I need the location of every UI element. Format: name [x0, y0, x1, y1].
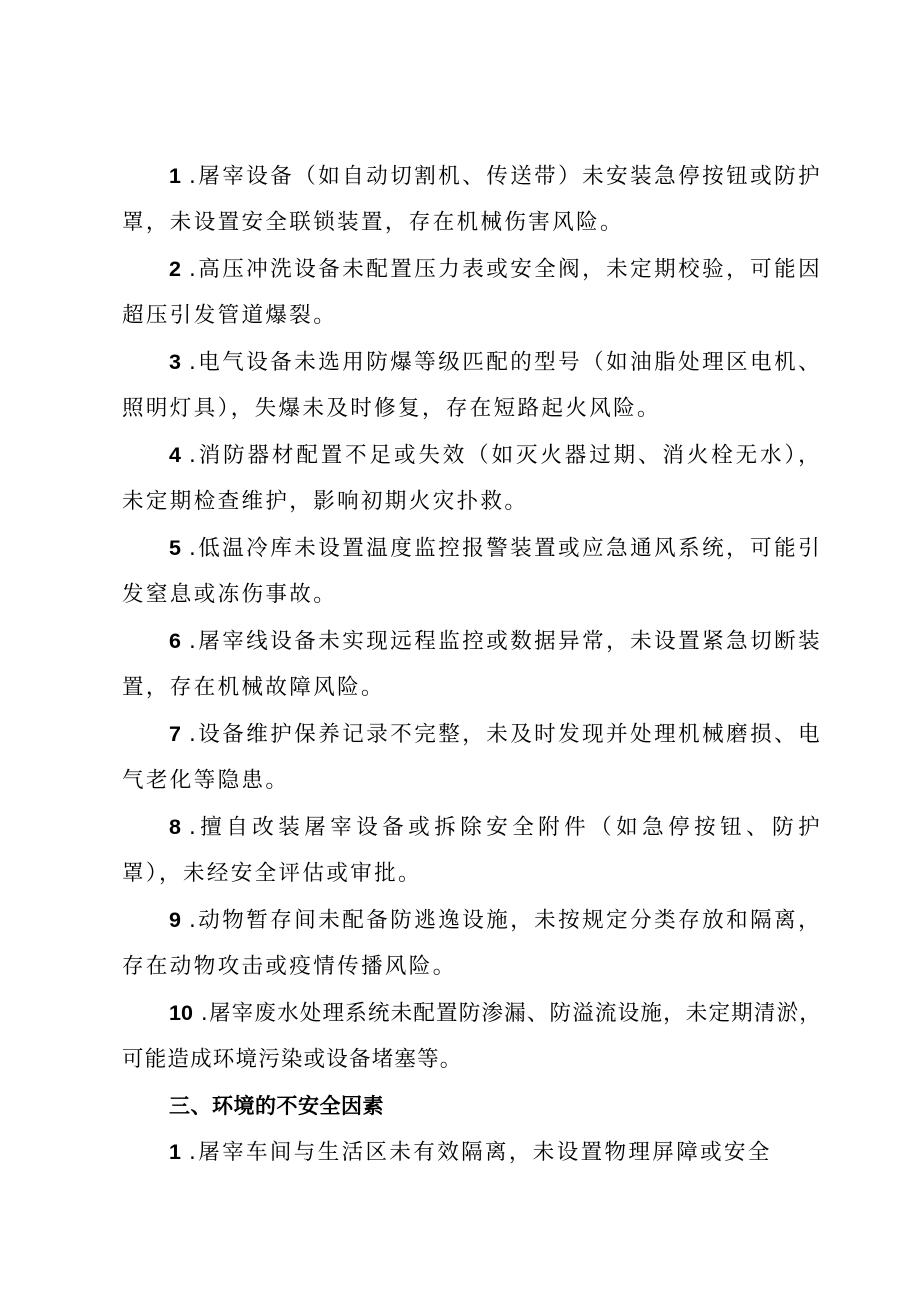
item-text: .动物暂存间未配备防逃逸设施，未按规定分类存放和隔离，存在动物攻击或疫情传播风险。: [122, 908, 822, 979]
list-item: [122, 990, 822, 1083]
item-text: .设备维护保养记录不完整，未及时发现并处理机械磨损、电气老化等隐患。: [122, 722, 822, 793]
list-item: [122, 432, 822, 525]
item-text: .屠宰废水处理系统未配置防渗漏、防溢流设施，未定期清淤，可能造成环境污染或设备堵塞等。: [122, 1001, 822, 1072]
list-item: [122, 897, 822, 990]
item-number: 7: [169, 722, 181, 746]
item-number: 5: [169, 536, 181, 560]
item-number: 3: [169, 350, 181, 374]
item-text: .屠宰设备（如自动切割机、传送带）未安装急停按钮或防护罩，未设置安全联锁装置，存在机械伤害风险。: [122, 164, 822, 235]
item-text: .电气设备未选用防爆等级匹配的型号（如油脂处理区电机、照明灯具），失爆未及时修复，存在短路起火风险。: [122, 350, 822, 421]
document-body: [122, 153, 822, 1176]
item-number: 2: [169, 257, 181, 281]
item-number: 4: [169, 443, 181, 467]
list-item: [122, 804, 822, 897]
list-item: [122, 618, 822, 711]
list-item: [122, 1129, 822, 1176]
list-item: [122, 525, 822, 618]
list-item: [122, 339, 822, 432]
item-number: 10: [169, 1001, 193, 1025]
item-text: .屠宰车间与生活区未有效隔离，未设置物理屏障或安全: [188, 1140, 772, 1165]
list-item: [122, 153, 822, 246]
item-number: 6: [169, 629, 181, 653]
list-item: [122, 711, 822, 804]
item-number: 8: [169, 815, 181, 839]
item-text: .屠宰线设备未实现远程监控或数据异常，未设置紧急切断装置，存在机械故障风险。: [122, 629, 822, 700]
item-number: 1: [169, 1140, 181, 1164]
item-text: .高压冲洗设备未配置压力表或安全阀，未定期校验，可能因超压引发管道爆裂。: [122, 257, 822, 328]
item-text: .消防器材配置不足或失效（如灭火器过期、消火栓无水），未定期检查维护，影响初期火灾扑救。: [122, 443, 822, 514]
section-heading: 三、环境的不安全因素: [169, 1094, 384, 1118]
item-text: .擅自改装屠宰设备或拆除安全附件（如急停按钮、防护罩），未经安全评估或审批。: [122, 815, 822, 886]
item-number: 1: [169, 164, 181, 188]
list-item: [122, 246, 822, 339]
item-text: .低温冷库未设置温度监控报警装置或应急通风系统，可能引发窒息或冻伤事故。: [122, 536, 822, 607]
item-number: 9: [169, 908, 181, 932]
